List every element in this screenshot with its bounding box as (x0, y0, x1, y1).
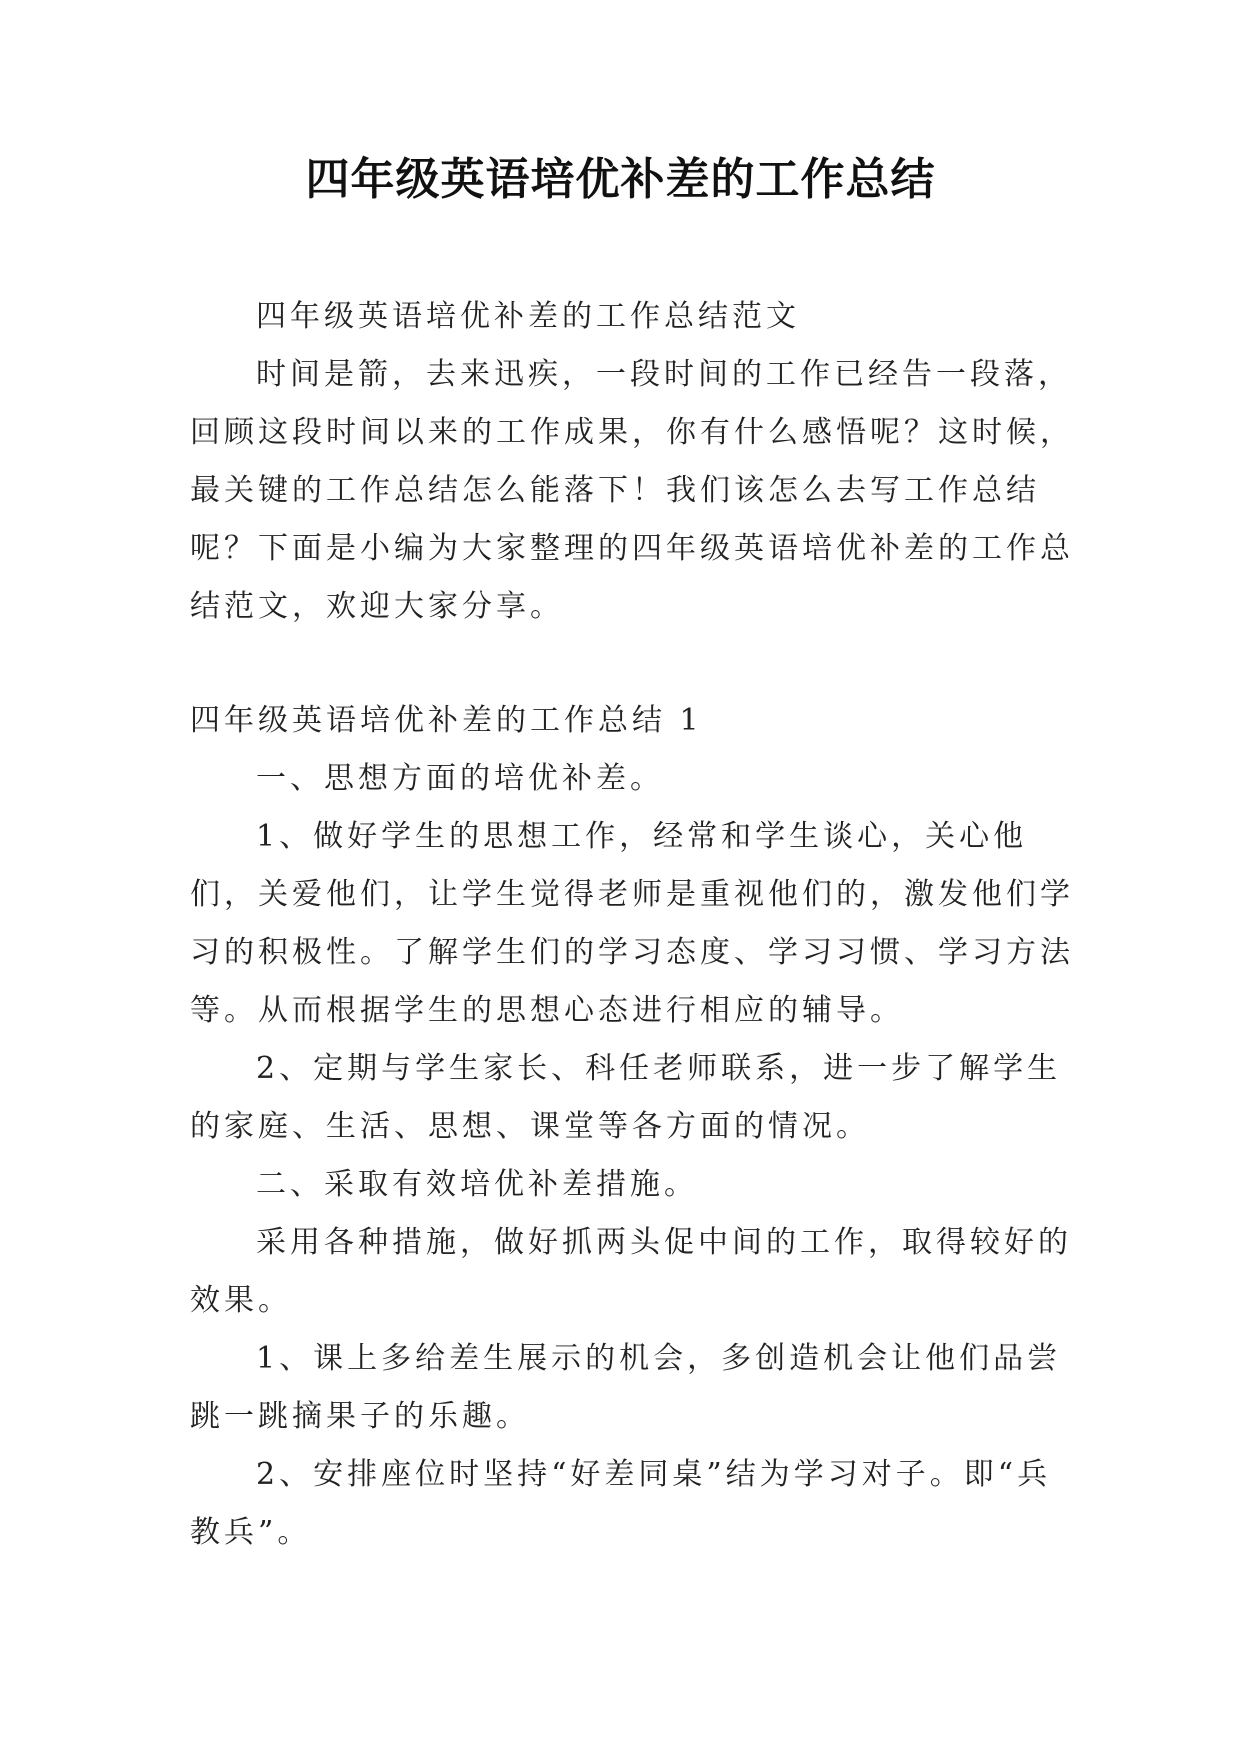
page-title: 四年级英语培优补差的工作总结 (305, 154, 936, 205)
section-heading-measures: 二、采取有效培优补差措施。 (256, 1167, 698, 1202)
body-paragraph: 1、课上多给差生展示的机会，多创造机会让他们品尝跳一跳摘果子的乐趣。 (190, 1341, 1062, 1434)
body-paragraph: 采用各种措施，做好抓两头促中间的工作，取得较好的效果。 (190, 1225, 1072, 1318)
intro-paragraph: 时间是箭，去来迅疾，一段时间的工作已经告一段落，回顾这段时间以来的工作成果，你有什么感悟呢？这时候，最关键的工作总结怎么能落下！我们该怎么去写工作总结呢？下面是小编为大家整理的四年级英语培优补差的工作总结范文，欢迎大家分享。 (190, 357, 1074, 624)
subtitle-paragraph: 四年级英语培优补差的工作总结范文 (256, 299, 800, 334)
body-paragraph: 2、安排座位时坚持“好差同桌”结为学习对子。即“兵教兵”。 (190, 1457, 1052, 1550)
section-spacer (190, 636, 1075, 692)
document-body (190, 288, 1075, 1562)
body-paragraph: 1、做好学生的思想工作，经常和学生谈心，关心他们，关爱他们，让学生觉得老师是重视他们的，激发他们学习的积极性。了解学生们的学习态度、学习习惯、学习方法等。从而根据学生的思想心态进行相应的辅导。 (190, 819, 1074, 1028)
section-heading-thought: 一、思想方面的培优补差。 (256, 761, 664, 796)
section-heading: 四年级英语培优补差的工作总结 1 (190, 703, 703, 738)
body-paragraph: 2、定期与学生家长、科任老师联系，进一步了解学生的家庭、生活、思想、课堂等各方面的情况。 (190, 1051, 1062, 1144)
